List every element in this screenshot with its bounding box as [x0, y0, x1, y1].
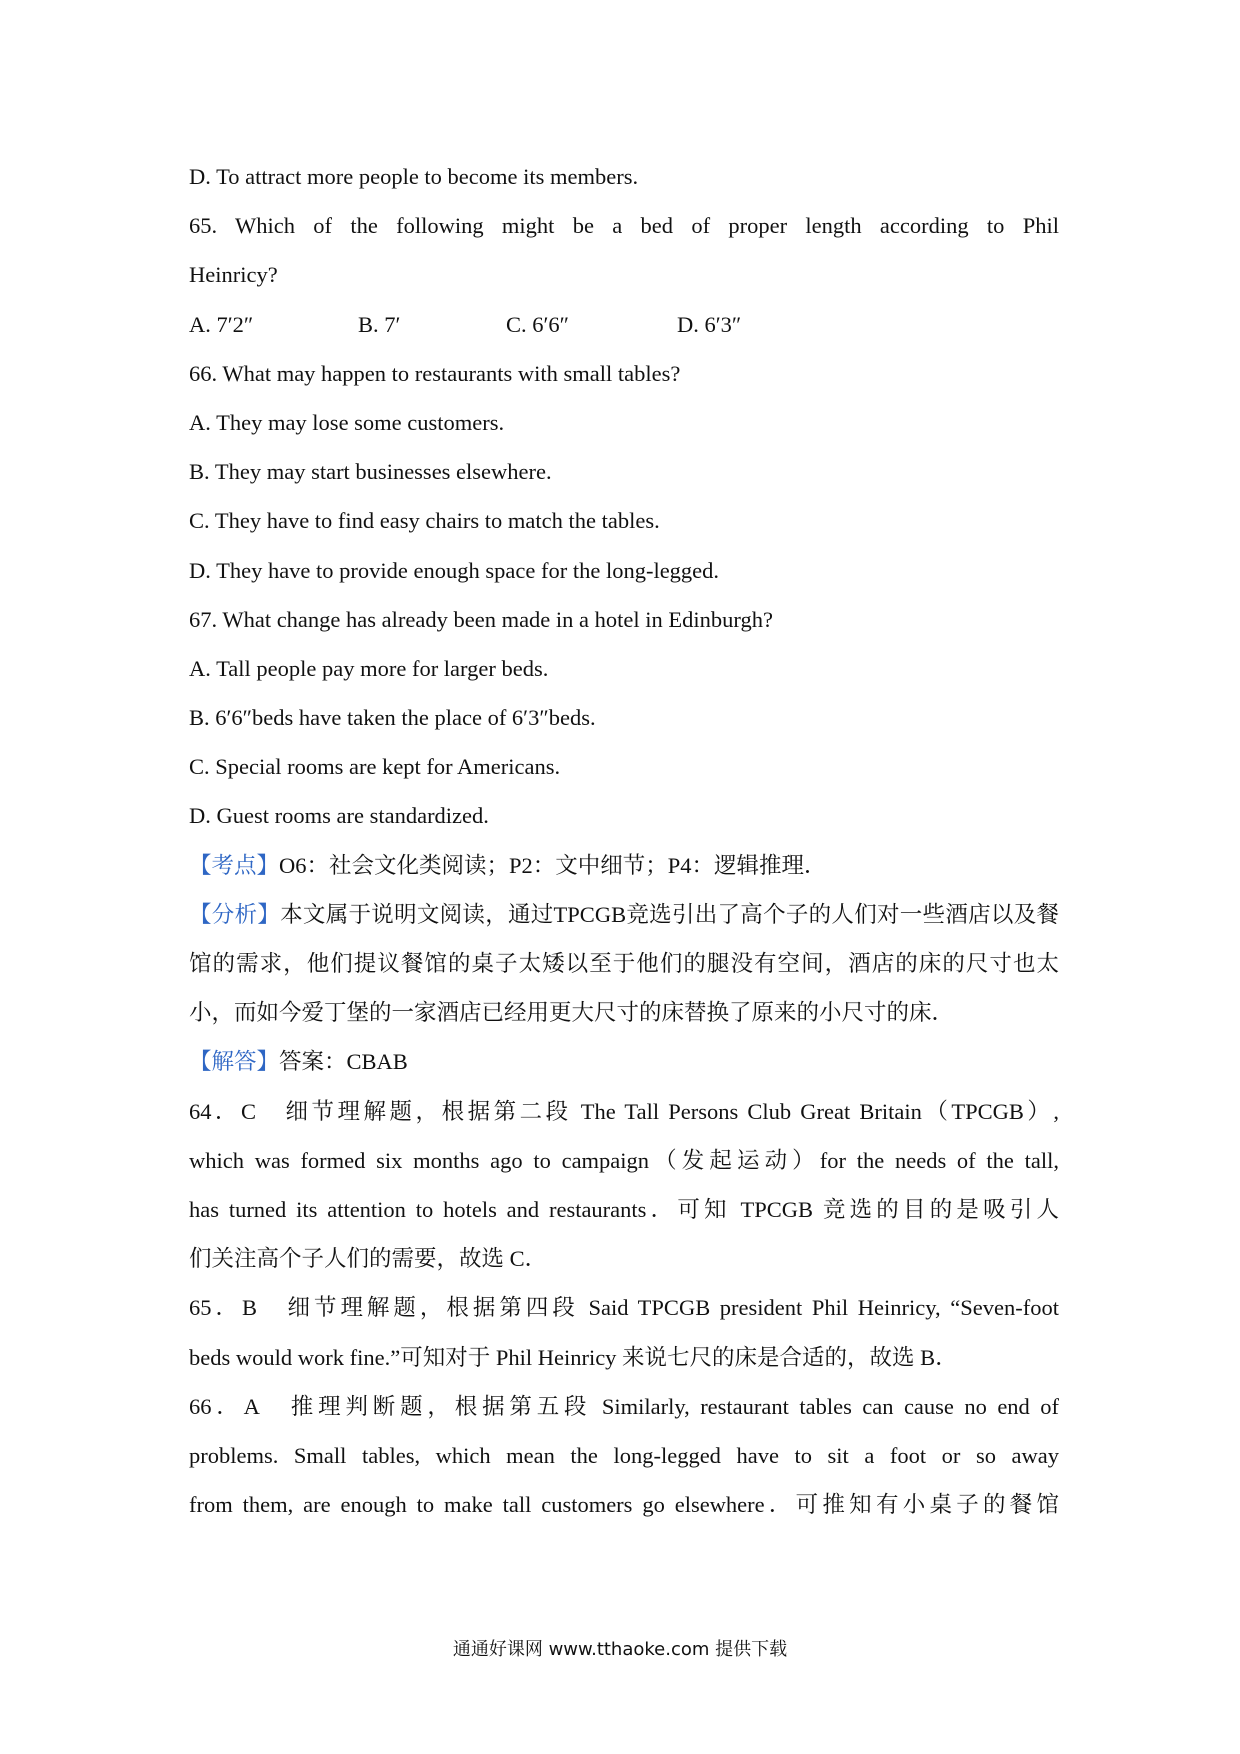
answer-66-line-2: problems. Small tables, which mean the long-legged have to sit a foot or so away	[189, 1442, 1059, 1468]
question-65-stem: 65. Which of the following might be a bed of proper length according to Phil	[189, 213, 1059, 239]
question-66-option-b: B. They may start businesses elsewhere.	[189, 459, 552, 485]
answer-66-line-1: 66．A 推理判断题，根据第五段 Similarly, restaurant tables can cause no end of	[189, 1393, 1059, 1419]
jieda-tag: 【解答】	[189, 1049, 280, 1075]
answer-64-line-1: 64．C 细节理解题，根据第二段 The Tall Persons Club Great Britain（TPCGB）,	[189, 1098, 1059, 1124]
question-67-stem: 67. What change has already been made in a hotel in Edinburgh?	[189, 606, 773, 632]
answer-64-line-3: has turned its attention to hotels and restaurants．可知 TPCGB 竞选的目的是吸引人	[189, 1196, 1059, 1222]
fenxi-section	[189, 890, 1059, 1038]
answer-64-line-4: 们关注高个子人们的需要，故选 C．	[189, 1246, 548, 1272]
question-67-option-d: D. Guest rooms are standardized.	[189, 803, 489, 829]
question-65-option-c: C. 6′6″	[506, 311, 570, 337]
question-66-option-d: D. They have to provide enough space for the long-legged.	[189, 557, 720, 583]
question-65-option-d: D. 6′3″	[677, 311, 742, 337]
answer-66-line-3: from them, are enough to make tall customers go elsewhere．可推知有小桌子的餐馆	[189, 1492, 1059, 1518]
fenxi-text: 本文属于说明文阅读，通过TPCGB竞选引出了高个子的人们对一些酒店以及餐馆的需求，他们提议餐馆的桌子太矮以至于他们的腿没有空间，酒店的床的尺寸也太小，而如今爱丁堡的一家酒店已经用更大尺寸的床替换了原来的小尺寸的床．	[189, 901, 1059, 1026]
answer-65-line-2: beds would work fine.”可知对于 Phil Heinricy 来说七尺的床是合适的，故选 B．	[189, 1344, 958, 1370]
question-67-option-b: B. 6′6″beds have taken the place of 6′3″beds.	[189, 705, 596, 731]
jieda-section	[189, 1037, 1059, 1086]
question-65-stem-cont: Heinricy?	[189, 262, 278, 288]
kaodian-tag: 【考点】	[189, 852, 280, 878]
question-65-option-b: B. 7′	[358, 311, 401, 337]
answer-64-line-2: which was formed six months ago to campaign（发起运动）for the needs of the tall,	[189, 1147, 1059, 1173]
page-footer: 通通好课网 www.tthaoke.com 提供下载	[452, 1639, 788, 1660]
answer-65-line-1: 65．B 细节理解题，根据第四段 Said TPCGB president Phil Heinricy, “Seven-foot	[189, 1295, 1059, 1321]
question-65-option-a: A. 7′2″	[189, 311, 254, 337]
kaodian-section	[189, 841, 1059, 890]
question-65-options	[189, 300, 1059, 349]
question-67-option-a: A. Tall people pay more for larger beds.	[189, 655, 549, 681]
document-body	[189, 152, 1059, 1529]
question-66-option-a: A. They may lose some customers.	[189, 409, 505, 435]
question-67-option-c: C. Special rooms are kept for Americans.	[189, 754, 561, 780]
question-66-stem: 66. What may happen to restaurants with small tables?	[189, 360, 681, 386]
question-64-option-d: D. To attract more people to become its members.	[189, 164, 639, 189]
question-66-option-c: C. They have to find easy chairs to match the tables.	[189, 508, 660, 534]
jieda-text: 答案：CBAB	[279, 1049, 408, 1075]
kaodian-text: O6：社会文化类阅读；P2：文中细节；P4：逻辑推理．	[279, 852, 827, 878]
fenxi-tag: 【分析】	[189, 901, 281, 927]
